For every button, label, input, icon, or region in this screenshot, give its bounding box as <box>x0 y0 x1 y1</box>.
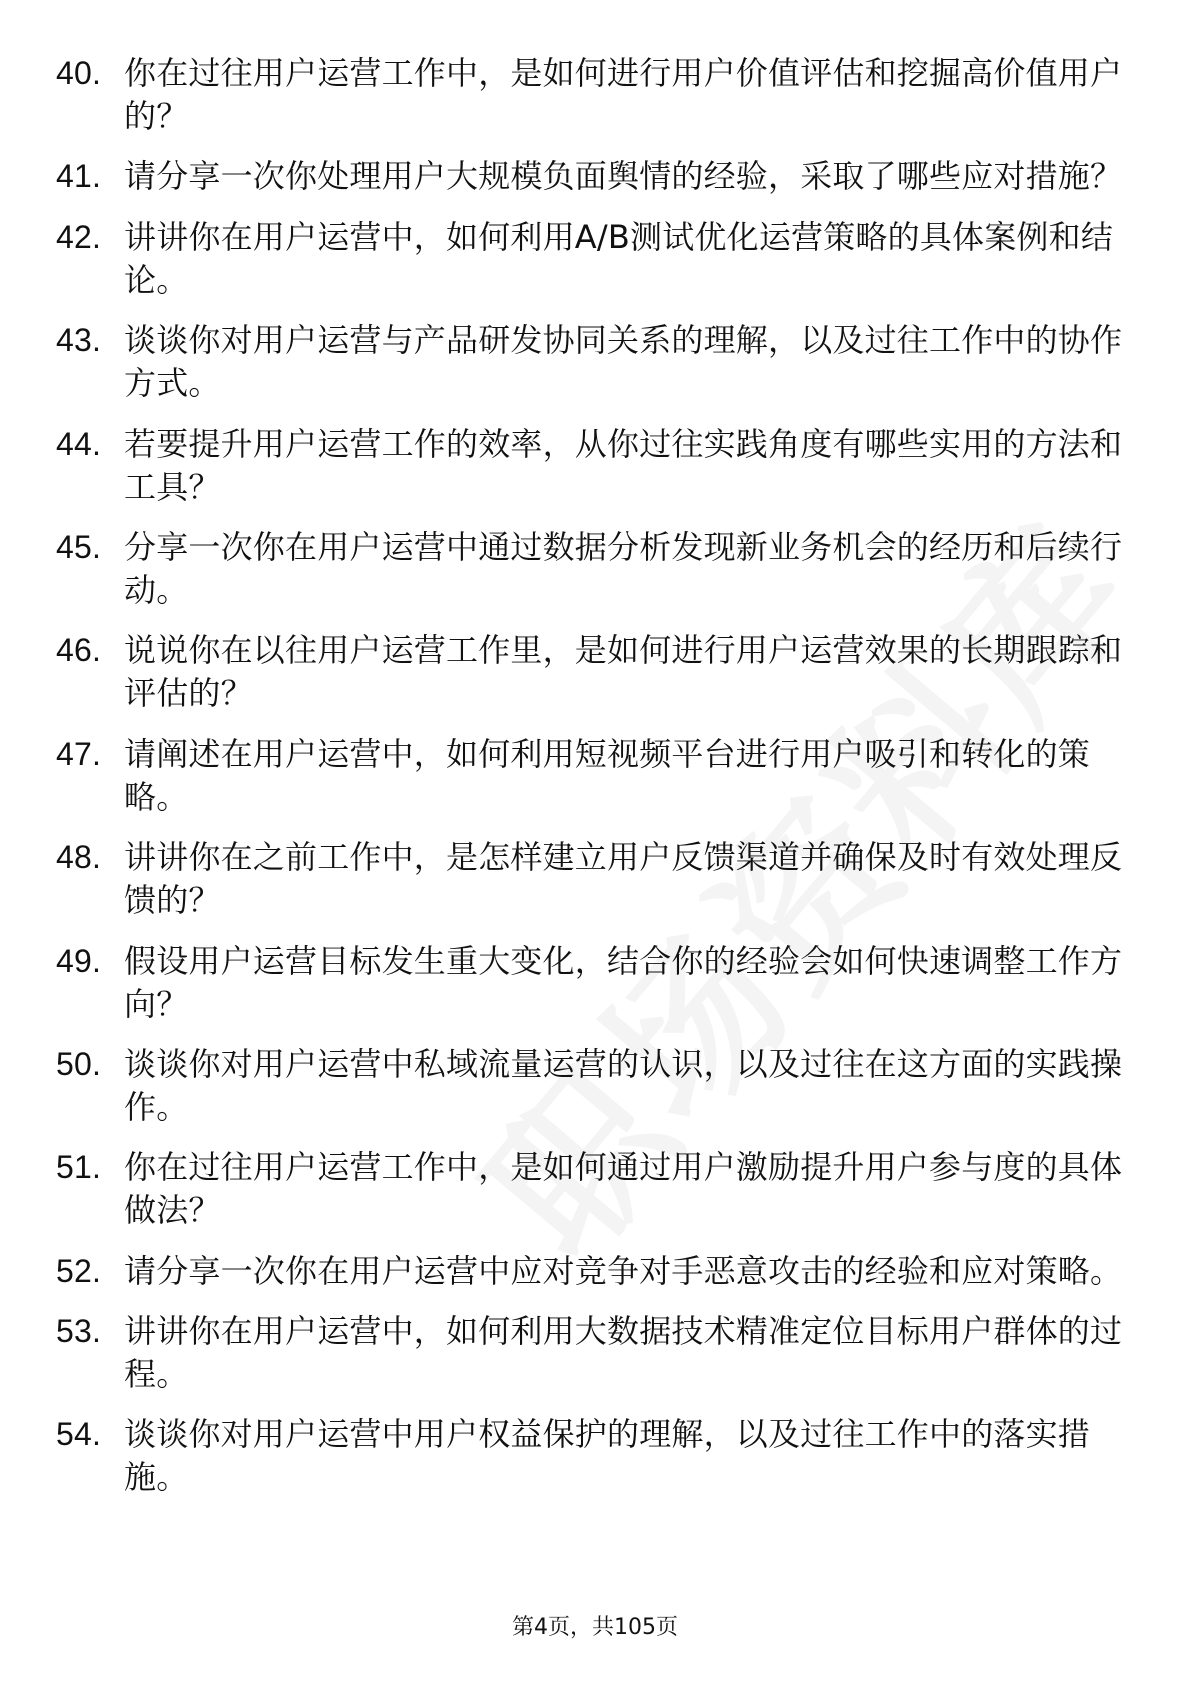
question-item <box>56 526 1136 612</box>
question-text: 假设用户运营目标发生重大变化，结合你的经验会如何快速调整工作方向？ <box>124 941 1123 1023</box>
page-footer: 第4页，共105页 <box>512 1615 678 1640</box>
question-text: 讲讲你在用户运营中，如何利用A/B测试优化运营策略的具体案例和结论。 <box>124 217 1114 299</box>
question-text: 说说你在以往用户运营工作里，是如何进行用户运营效果的长期跟踪和评估的？ <box>124 631 1123 713</box>
question-item <box>56 629 1136 715</box>
question-text: 请分享一次你在用户运营中应对竞争对手恶意攻击的经验和应对策略。 <box>124 1251 1123 1290</box>
question-item <box>56 52 1136 138</box>
question-item <box>56 1250 1136 1293</box>
question-item <box>56 1146 1136 1232</box>
question-item <box>56 940 1136 1026</box>
question-list <box>56 52 1136 1517</box>
question-item <box>56 216 1136 302</box>
question-item <box>56 1043 1136 1129</box>
question-number: 40. <box>56 55 102 91</box>
question-number: 54. <box>56 1416 102 1453</box>
question-number: 42. <box>56 218 102 255</box>
question-number: 53. <box>56 1313 102 1350</box>
question-item <box>56 423 1136 509</box>
question-number: 44. <box>56 425 102 462</box>
question-number: 51. <box>56 1149 102 1186</box>
question-number: 48. <box>56 839 102 876</box>
question-text: 请阐述在用户运营中，如何利用短视频平台进行用户吸引和转化的策略。 <box>124 734 1091 816</box>
question-number: 47. <box>56 735 102 772</box>
question-item <box>56 319 1136 405</box>
question-item <box>56 733 1136 819</box>
question-number: 49. <box>56 942 102 979</box>
question-item <box>56 155 1136 198</box>
question-number: 41. <box>56 158 102 195</box>
question-item <box>56 1413 1136 1499</box>
question-text: 分享一次你在用户运营中通过数据分析发现新业务机会的经历和后续行动。 <box>124 527 1123 609</box>
question-text: 谈谈你对用户运营中用户权益保护的理解，以及过往工作中的落实措施。 <box>124 1415 1091 1497</box>
question-text: 若要提升用户运营工作的效率，从你过往实践角度有哪些实用的方法和工具？ <box>124 424 1123 506</box>
question-text: 讲讲你在用户运营中，如何利用大数据技术精准定位目标用户群体的过程。 <box>124 1312 1123 1394</box>
question-number: 45. <box>56 528 102 565</box>
question-text: 谈谈你对用户运营与产品研发协同关系的理解，以及过往工作中的协作方式。 <box>124 321 1123 403</box>
question-text: 请分享一次你处理用户大规模负面舆情的经验，采取了哪些应对措施？ <box>124 157 1123 196</box>
question-text: 你在过往用户运营工作中，是如何通过用户激励提升用户参与度的具体做法？ <box>124 1148 1123 1230</box>
question-number: 43. <box>56 322 102 359</box>
question-number: 50. <box>56 1045 102 1082</box>
question-text: 谈谈你对用户运营中私域流量运营的认识，以及过往在这方面的实践操作。 <box>124 1044 1123 1126</box>
question-item <box>56 1310 1136 1396</box>
question-item <box>56 836 1136 922</box>
question-number: 46. <box>56 632 102 669</box>
question-number: 52. <box>56 1252 102 1289</box>
question-text: 你在过往用户运营工作中，是如何进行用户价值评估和挖掘高价值用户的？ <box>124 54 1123 135</box>
question-text: 讲讲你在之前工作中，是怎样建立用户反馈渠道并确保及时有效处理反馈的？ <box>124 838 1123 920</box>
